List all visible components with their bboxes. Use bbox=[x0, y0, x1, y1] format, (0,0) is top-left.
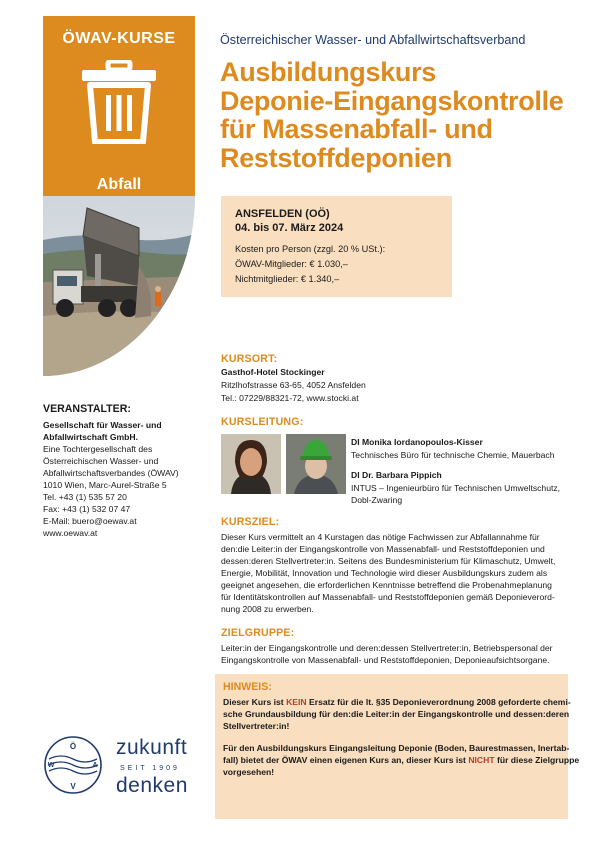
text-line: Energie, Mobilität, Innovation und Technologie wird dieser Ausbildungskurs zudem als bbox=[221, 568, 548, 578]
text-line: Eingangskontrolle von Massenabfall- und Reststoffdeponien, Deponieaufsichtsorgane. bbox=[221, 655, 550, 665]
lead-2-affiliation: Dobl-Zwaring bbox=[351, 495, 403, 505]
venue-address: Ritzlhofstrasse 63-65, 4052 Ansfelden bbox=[221, 380, 366, 390]
text-line: für Identitätskontrollen auf Massenabfall- und Reststoffdeponien gemäß Deponieverord- bbox=[221, 592, 555, 602]
hint-emphasis-nicht: NICHT bbox=[468, 755, 495, 765]
course-location: ANSFELDEN (OÖ) bbox=[235, 208, 330, 220]
lead-1-affiliation: Technisches Büro für technische Chemie, Mauerbach bbox=[351, 450, 555, 460]
text-line: Dieser Kurs vermittelt an 4 Kurstagen das nötige Fachwissen zur Abfallannahme für bbox=[221, 532, 540, 542]
organizer-details bbox=[43, 419, 203, 539]
logo-text-zukunft: zukunft bbox=[116, 736, 188, 759]
course-info-box bbox=[221, 196, 452, 297]
landfill-truck-photo bbox=[43, 196, 195, 376]
organizer-name: Gesellschaft für Wasser- und bbox=[43, 420, 162, 430]
lead-2-affiliation: INTUS – Ingenieurbüro für Technischen Umweltschutz, bbox=[351, 483, 561, 493]
hinweis-box bbox=[215, 674, 580, 819]
svg-text:A: A bbox=[92, 762, 98, 769]
course-banner bbox=[43, 16, 195, 196]
zielgruppe-heading: ZIELGRUPPE: bbox=[221, 627, 295, 639]
kursziel-text bbox=[221, 531, 569, 615]
hinweis-paragraph-2 bbox=[223, 742, 580, 778]
hint-text: sche Grundausbildung für den:die Leiter:in der Eingangskontrolle und dessen:deren bbox=[223, 709, 570, 719]
text-line: nung 2008 zu erwerben. bbox=[221, 604, 314, 614]
portrait-pippich bbox=[286, 434, 346, 494]
organization-name: Österreichischer Wasser- und Abfallwirtschaftsverband bbox=[220, 33, 526, 47]
oewav-logo-icon bbox=[43, 735, 103, 795]
banner-subtitle: Abfall bbox=[96, 176, 142, 193]
organizer-line: Eine Tochtergesellschaft des bbox=[43, 444, 153, 454]
text-line: dessen:deren Stellvertreter:in. Seitens des Bundesministerium für Klimaschutz, Umwelt, bbox=[221, 556, 556, 566]
hint-text: Für den Ausbildungskurs Eingangsleitung Deponie (Boden, Baurestmassen, Inertab- bbox=[223, 743, 570, 753]
hint-text: vorgesehen! bbox=[223, 767, 275, 777]
member-price: ÖWAV-Mitglieder: € 1.030,– bbox=[235, 259, 348, 269]
svg-text:Ö: Ö bbox=[69, 742, 77, 751]
organizer-address: 1010 Wien, Marc-Aurel-Straße 5 bbox=[43, 480, 167, 490]
venue-name: Gasthof-Hotel Stockinger bbox=[221, 367, 325, 377]
banner-title: ÖWAV-KURSE bbox=[62, 30, 176, 47]
hint-text: für diese Zielgruppe bbox=[494, 755, 580, 765]
lead-1-name: DI Monika Iordanopoulos-Kisser bbox=[351, 437, 483, 447]
course-title bbox=[220, 58, 590, 172]
title-line: für Massenabfall- und bbox=[220, 114, 493, 144]
organizer-email: E-Mail: buero@oewav.at bbox=[43, 516, 137, 526]
hint-text: Stellvertreter:in! bbox=[223, 721, 290, 731]
hint-text: fall) bietet der ÖWAV einen eigenen Kurs an, dieser Kurs ist bbox=[223, 755, 469, 765]
text-line: den:die Leiter:in der Eingangskontrolle von Massenabfall- und Reststoffdeponien und bbox=[221, 544, 545, 554]
organizer-line: Österreichischen Wasser- und bbox=[43, 456, 159, 466]
title-line: Deponie-Eingangskontrolle bbox=[220, 85, 564, 116]
portrait-iordanopoulos bbox=[221, 434, 281, 494]
svg-text:V: V bbox=[70, 782, 76, 791]
zielgruppe-text bbox=[221, 642, 569, 666]
organizer-fax: Fax: +43 (1) 532 07 47 bbox=[43, 504, 131, 514]
nonmember-price: Nichtmitglieder: € 1.340,– bbox=[235, 274, 340, 284]
venue-contact: Tel.: 07229/88321-72, www.stocki.at bbox=[221, 393, 359, 403]
text-line: geeignet angesehen, die erforderlichen Kenntnisse betreffend die Probenahmeplanung bbox=[221, 580, 552, 590]
hinweis-paragraph-1 bbox=[223, 696, 571, 732]
lead-2-name: DI Dr. Barbara Pippich bbox=[351, 470, 442, 480]
organizer-phone: Tel. +43 (1) 535 57 20 bbox=[43, 492, 127, 502]
course-date: 04. bis 07. März 2024 bbox=[235, 222, 344, 234]
hinweis-heading: HINWEIS: bbox=[223, 681, 272, 693]
veranstalter-heading: VERANSTALTER: bbox=[43, 403, 131, 415]
trash-bin-icon bbox=[74, 60, 164, 144]
logo-text-since: SEIT 1909 bbox=[120, 765, 180, 772]
hint-text: Dieser Kurs ist bbox=[223, 697, 287, 707]
hint-text: Ersatz für die lt. §35 Deponieverordnung 2008 geforderte chemi- bbox=[306, 697, 571, 707]
organizer-name: Abfallwirtschaft GmbH. bbox=[43, 432, 139, 442]
hint-emphasis-kein: KEIN bbox=[286, 697, 307, 707]
logo-text-denken: denken bbox=[116, 774, 188, 797]
cost-label: Kosten pro Person (zzgl. 20 % USt.): bbox=[235, 244, 386, 254]
organizer-website: www.oewav.at bbox=[43, 528, 98, 538]
title-line: Ausbildungskurs bbox=[220, 57, 437, 87]
kursleitung-heading: KURSLEITUNG: bbox=[221, 416, 304, 428]
title-line: Reststoffdeponien bbox=[220, 142, 452, 173]
text-line: Leiter:in der Eingangskontrolle und deren:dessen Stellvertreter:in, Betriebspersonal der bbox=[221, 643, 553, 653]
svg-text:W: W bbox=[47, 762, 55, 769]
kursort-heading: KURSORT: bbox=[221, 353, 278, 365]
organizer-line: Abfallwirtschaftsverbandes (ÖWAV) bbox=[43, 468, 179, 478]
kursziel-heading: KURSZIEL: bbox=[221, 516, 280, 528]
